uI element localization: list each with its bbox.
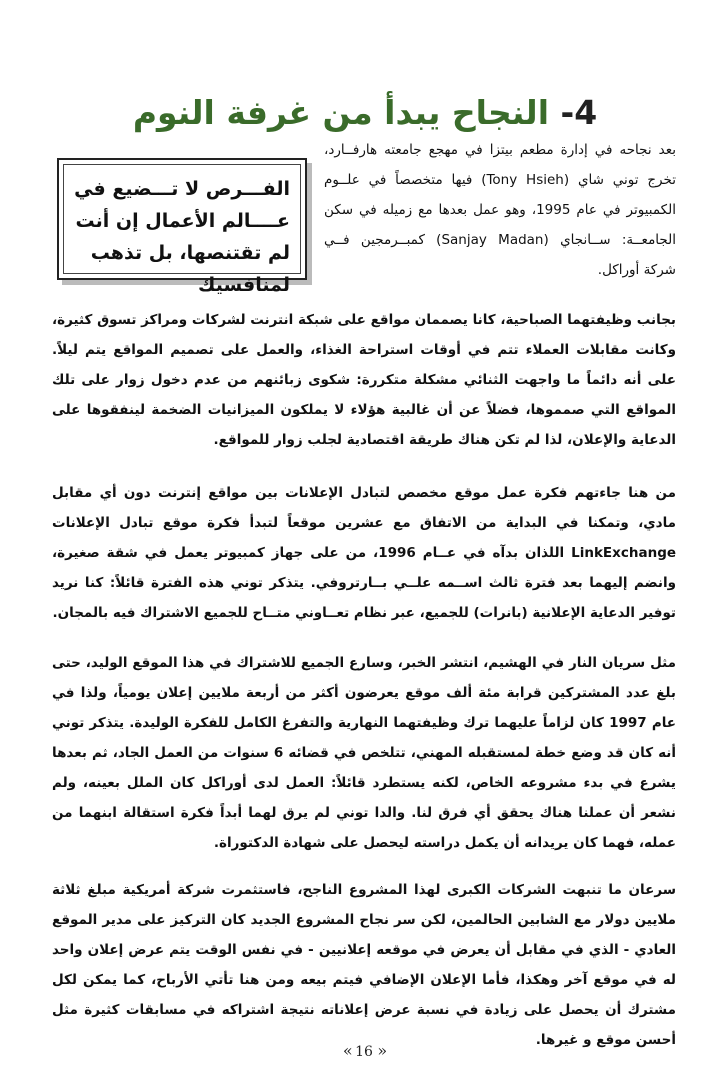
chapter-title	[130, 90, 600, 136]
page-footer	[0, 1041, 728, 1060]
paragraph-2: من هنا جاءتهم فكرة عمل موقع مخصص لتبادل الإعلانات بين مواقع إنترنت دون أي مقابل مادي، وتمكنا في البداية من الاتفاق مع عشرين موقعاً لتبدأ فكرة موقع تبادل الإعلانات LinkExchange اللذان بدآه في عــام 1996، من على جهاز كمبيوتر يعمل في شقة صغيرة، وانضم إليهما بعد فترة ثالث اســمه علــي بــارتروفي. يتذكر توني هذه الفترة قائلاً: كنا نريد توفير الدعاية الإعلانية (بانرات) للجميع، عبر نظام تعــاوني متــاح للجميع الاشتراك فيه بالمجان.	[52, 485, 677, 621]
footer-left-ornament: «	[342, 1041, 351, 1060]
footer-right-ornament: »	[377, 1041, 386, 1060]
intro-paragraph: بعد نجاحه في إدارة مطعم بيتزا في مهجع جامعته هارفــارد، تخرج توني شاي (Tony Hsieh) فيها متخصصاً في علــوم الكمبيوتر في عام 1995، وهو عمل بعدها مع زميله في سكن الجامعــة: ســانجاي (Sanjay Madan) كمبــرمجين فــي شركة أوراكل.	[324, 142, 676, 278]
paragraph-4: سرعان ما تنبهت الشركات الكبرى لهذا المشروع الناجح، فاستثمرت شركة أمريكية مبلغ ثلاثة ملايين دولار مع الشابين الحالمين، لكن سر نجاح المشروع الجديد كان التركيز على مدير الموقع العادي - الذي في مقابل أن يعرض في موقعه إعلانيين - في نفس الوقت يتم عرض إعلان واحد له في موقع آخر وهكذا، فأما الإعلان الإضافي فيتم بيعه ومن هنا تأتي الأرباح، كما يمكن لكل مشترك أن يحصل على زيادة في نسبة عرض إعلاناته نتيجة اشتراكه في مسابقات كثيرة مثل أحسن موقع و غيرها.	[52, 882, 676, 1048]
paragraph-3: مثل سريان النار في الهشيم، انتشر الخبر، وسارع الجميع للاشتراك في هذا الموقع الوليد، حتى بلغ عدد المشتركين قرابة مئة ألف موقع يعرضون أكثر من أربعة ملايين إعلان يومياً، ولذا في عام 1997 كان لزاماً عليهما ترك وظيفتهما النهارية والتفرغ الكامل للفكرة الوليدة. يتذكر توني أنه كان قد وضع خطة لمستقبله المهني، تتلخص في قضائه 6 سنوات من العمل الجاد، ثم بعدها يشرع في بدء مشروعه الخاص، لكنه يستطرد قائلاً: العمل لدى أوراكل كان الملل بعينه، ولم نشعر أن عملنا هناك يحقق أي فرق لنا. والدا توني لم يرق لهما أبداً فكرة استقالة ابنهما من عمله، فهما كان يريدانه أن يكمل دراسته ليحصل على شهادة الدكتوراة.	[52, 655, 676, 851]
paragraph-1: بجانب وظيفتهما الصباحية، كانا يصممان مواقع على شبكة انترنت لشركات ومراكز تسوق كثيرة، وكانت مقابلات العملاء تتم في أوقات استراحة الغذاء، والعمل على تصميم المواقع يتم ليلاً. على أنه دائماً ما واجهت الثنائي مشكلة متكررة: شكوى زبائنهم من عدم دخول زوار على تلك المواقع التي صمموها، فضلاً عن أن غالبية هؤلاء لا يملكون الميزانيات الضخمة لينفقوها على الدعاية والإعلان، لذا لم تكن هناك طريقة اقتصادية لجلب زوار للمواقع.	[52, 312, 676, 448]
chapter-heading: النجاح يبدأ من غرفة النوم	[132, 93, 550, 133]
quote-text: الفـــرص لا تـــضيع في عــــالم الأعمال إن أنت لم تقتنصها، بل تذهب لمنافسيك	[63, 164, 301, 274]
chapter-number: 4-	[560, 93, 598, 133]
page-number: 16	[355, 1044, 373, 1060]
quote-box	[57, 158, 307, 296]
